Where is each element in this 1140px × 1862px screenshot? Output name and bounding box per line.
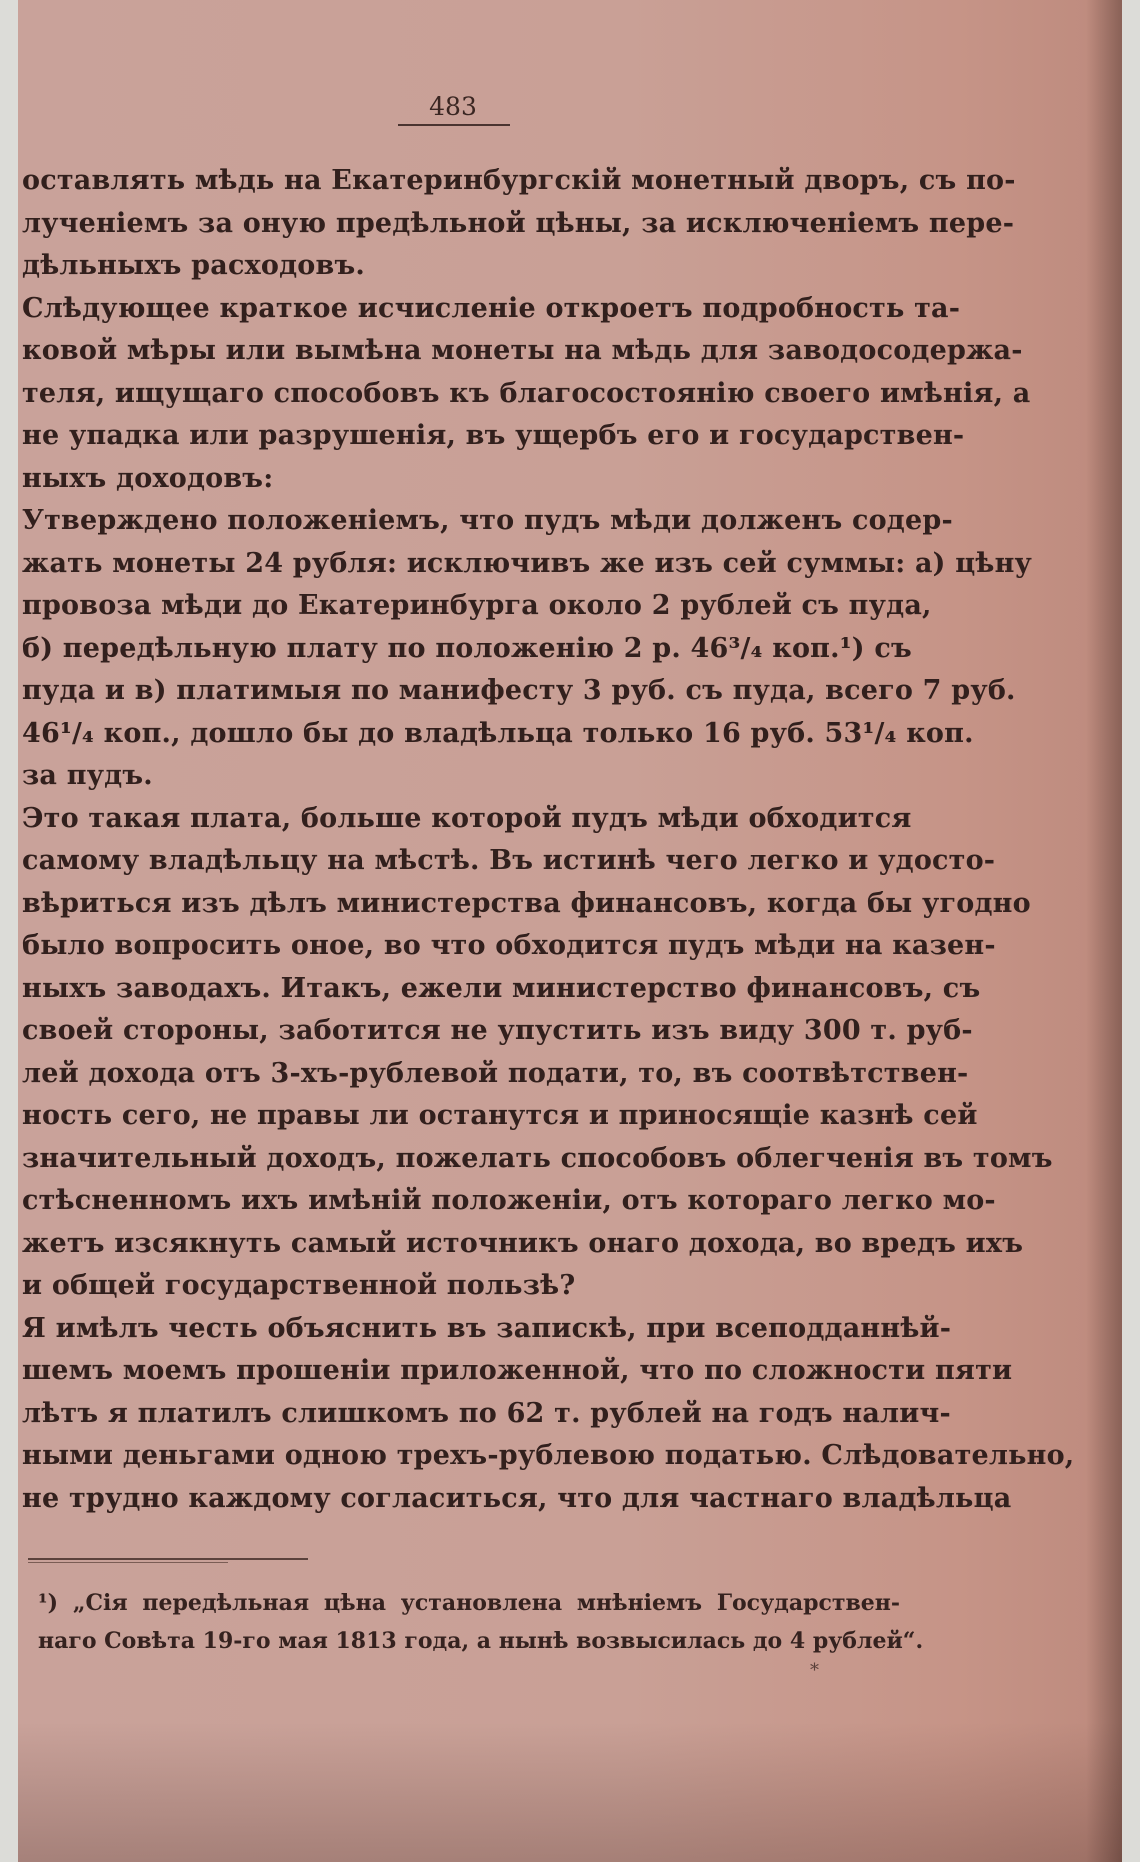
body-text <box>22 160 1075 1520</box>
text-line: лей дохода отъ 3-хъ-рублевой подати, то, въ соотвѣтствен- <box>22 1057 969 1089</box>
text-line: ковой мѣры или вымѣна монеты на мѣдь для заводосодержа- <box>22 335 1023 366</box>
text-line: ность сего, не правы ли останутся и приносящіе казнѣ сей <box>22 1100 978 1131</box>
text-line: шемъ моемъ прошеніи приложенной, что по сложности пяти <box>22 1355 1013 1386</box>
text-line: теля, ищущаго способовъ къ благосостоянію своего имѣнія, а <box>22 377 1031 409</box>
text-line: Это такая плата, больше которой пудъ мѣди обходится <box>22 802 912 834</box>
text-line: Я имѣлъ честь объяснить въ запискѣ, при всеподданнѣй- <box>22 1312 952 1344</box>
text-line: 46¹/₄ коп., дошло бы до владѣльца только 16 руб. 53¹/₄ коп. <box>22 717 974 749</box>
text-line: не трудно каждому согласиться, что для частнаго владѣльца <box>22 1482 1012 1514</box>
footnote-rule-thin <box>28 1562 228 1563</box>
asterisk-mark: * <box>810 1660 819 1681</box>
text-line: жать монеты 24 рубля: исключивъ же изъ сей суммы: а) цѣну <box>22 547 1033 579</box>
footnote-line: наго Совѣта 19-го мая 1813 года, а нынѣ возвысилась до 4 рублей“. <box>38 1628 924 1654</box>
page-bottom-shadow <box>18 1722 1122 1862</box>
footnote-rule <box>28 1558 308 1560</box>
text-line: оставлять мѣдь на Екатеринбургскій монетный дворъ, съ по- <box>22 165 1016 196</box>
text-line: жетъ изсякнуть самый источникъ онаго дохода, во вредъ ихъ <box>22 1227 1024 1259</box>
footnotes <box>38 1584 924 1660</box>
text-line: ными деньгами одною трехъ-рублевою податью. Слѣдовательно, <box>22 1440 1075 1471</box>
text-line: и общей государственной пользѣ? <box>22 1270 576 1301</box>
text-line: самому владѣльцу на мѣстѣ. Въ истинѣ чего легко и удосто- <box>22 845 996 876</box>
text-line: б) передѣльную плату по положенію 2 р. 46³/₄ коп.¹) съ <box>22 632 912 664</box>
text-line: провоза мѣди до Екатеринбурга около 2 рублей съ пуда, <box>22 590 932 621</box>
text-line: Слѣдующее краткое исчисленіе откроетъ подробность та- <box>22 292 961 324</box>
text-line: значительный доходъ, пожелать способовъ облегченія въ томъ <box>22 1142 1053 1174</box>
text-line: за пудъ. <box>22 760 153 791</box>
text-line: дѣльныхъ расходовъ. <box>22 250 365 281</box>
page-number-rule <box>398 124 510 126</box>
page-number: 483 <box>429 92 477 121</box>
text-line: Утверждено положеніемъ, что пудъ мѣди долженъ содер- <box>22 505 953 536</box>
text-line: пуда и в) платимыя по манифесту 3 руб. съ пуда, всего 7 руб. <box>22 675 1016 706</box>
text-line: не упадка или разрушенія, въ ущербъ его и государствен- <box>22 420 965 451</box>
text-line: лученіемъ за оную предѣльной цѣны, за исключеніемъ пере- <box>22 207 1015 239</box>
text-line: ныхъ заводахъ. Итакъ, ежели министерство финансовъ, съ <box>22 972 981 1004</box>
text-line: вѣриться изъ дѣлъ министерства финансовъ, когда бы угодно <box>22 887 1031 919</box>
text-line: стѣсненномъ ихъ имѣній положеніи, отъ котораго легко мо- <box>22 1185 996 1216</box>
text-line: своей стороны, заботится не упустить изъ виду 300 т. руб- <box>22 1015 973 1046</box>
book-page <box>18 0 1122 1862</box>
text-line: ныхъ доходовъ: <box>22 462 274 494</box>
page-edge-shadow <box>1086 0 1122 1862</box>
text-line: лѣтъ я платилъ слишкомъ по 62 т. рублей на годъ налич- <box>22 1397 951 1429</box>
footnote-line: ¹) „Сія передѣльная цѣна установлена мнѣніемъ Государствен- <box>38 1590 900 1616</box>
text-line: было вопросить оное, во что обходится пудъ мѣди на казен- <box>22 930 996 961</box>
